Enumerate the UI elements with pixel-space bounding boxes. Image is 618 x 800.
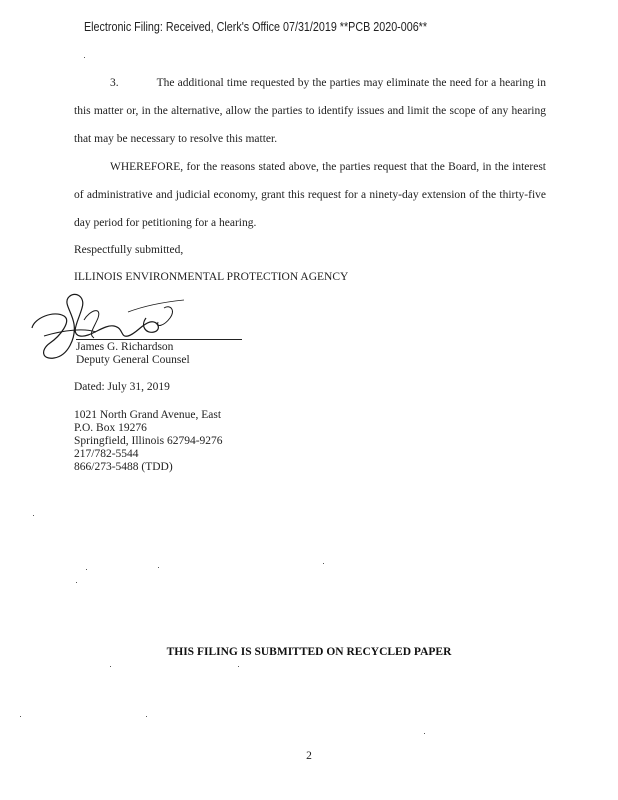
address-block [74,409,223,474]
scan-speck [238,666,239,667]
scan-speck [20,716,21,717]
signature-line [76,339,242,340]
scan-speck [76,582,77,583]
agency-name: ILLINOIS ENVIRONMENTAL PROTECTION AGENCY [74,271,349,283]
page-number: 2 [306,750,312,762]
scan-speck [84,57,85,58]
date-line: Dated: July 31, 2019 [74,381,170,393]
scan-speck [323,563,324,564]
address-line: 1021 North Grand Avenue, East [74,409,222,421]
recycled-paper-notice: THIS FILING IS SUBMITTED ON RECYCLED PAPER [166,646,452,658]
paragraph-3-text: The additional time requested by the parties may eliminate the need for a hearing in this matter or, in the alternative, allow the parties to identify issues and limit the scope of any hearing that may be necessary to resolve this matter. [74,77,546,145]
address-line: Springfield, Illinois 62794-9276 [74,435,223,447]
address-line: 866/273-5488 (TDD) [74,461,173,473]
scan-speck [424,733,425,734]
address-line: P.O. Box 19276 [74,422,147,434]
filing-stamp-header: Electronic Filing: Received, Clerk's Office 07/31/2019 **PCB 2020-006** [84,20,428,34]
signatory-name: James G. Richardson [76,341,174,353]
wherefore-paragraph: WHEREFORE, for the reasons stated above, the parties request that the Board, in the interest of administrative and judicial economy, grant this request for a ninety-day extension of the thirty-five day period for petitioning for a hearing. [74,161,546,229]
scan-speck [86,569,87,570]
paragraph-3-number: 3. [110,77,119,89]
scan-speck [33,515,34,516]
signatory-title: Deputy General Counsel [76,354,190,366]
scan-speck [146,716,147,717]
scan-speck [110,666,111,667]
scan-speck [158,567,159,568]
closing-text: Respectfully submitted, [74,244,184,256]
paragraph-3 [74,69,546,153]
address-line: 217/782-5544 [74,448,139,460]
